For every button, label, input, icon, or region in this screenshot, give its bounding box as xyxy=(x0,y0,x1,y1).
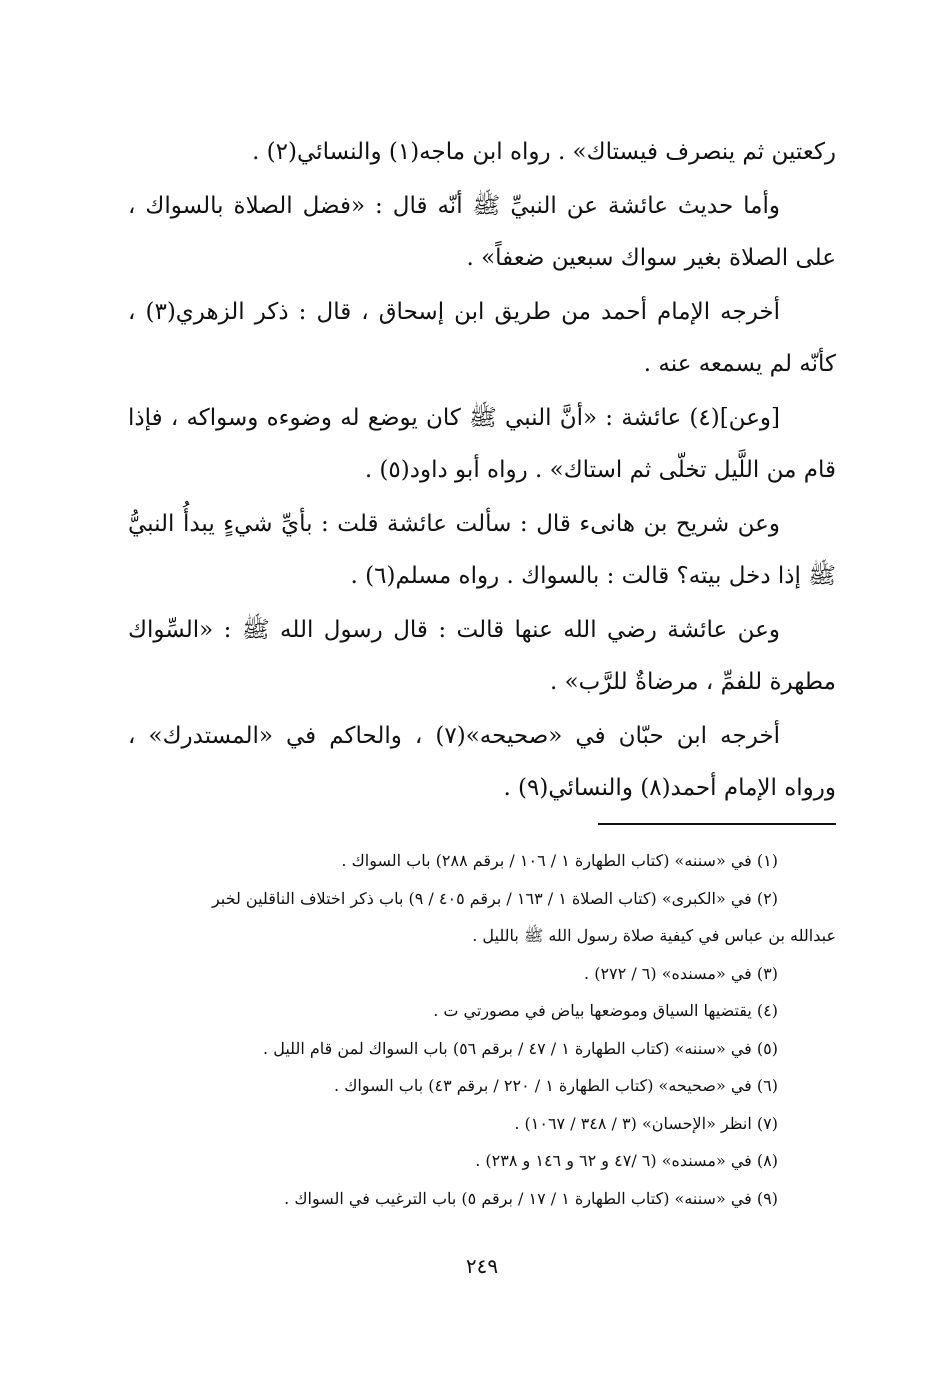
footnotes xyxy=(128,842,836,1217)
footnote-5: (٥) في «سننه» (كتاب الطهارة ١ / ٤٧ / برقم ٥٦) باب السواك لمن قام الليل . xyxy=(263,1038,778,1058)
main-text-body xyxy=(128,126,836,814)
footnote-2-continued: عبدالله بن عباس في كيفية صلاة رسول الله ﷺ بالليل . xyxy=(472,926,836,945)
footnote-9: (٩) في «سننه» (كتاب الطهارة ١ / ١٧ / برقم ٥) باب الترغيب في السواك . xyxy=(284,1188,778,1208)
paragraph-5: وعن شريح بن هانىء قال : سألت عائشة قلت : بأيِّ شيءٍ يبدأُ النبيُّ ﷺ إذا دخل بيته؟ قالت : بالسواك . رواه مسلم(٦) . xyxy=(128,511,836,589)
footnote-6: (٦) في «صحيحه» (كتاب الطهارة ١ / ٢٢٠ / برقم ٤٣) باب السواك . xyxy=(334,1076,778,1095)
footnote-1: (١) في «سننه» (كتاب الطهارة ١ / ١٠٦ / برقم ٢٨٨) باب السواك . xyxy=(341,851,778,870)
paragraph-2: وأما حديث عائشة عن النبيِّ ﷺ أنّه قال : «فضل الصلاة بالسواك ، على الصلاة بغير سواك سبعين ضعفاً» . xyxy=(128,193,836,271)
footnote-8: (٨) في «مسنده» (٦ /٤٧ و ٦٢ و ١٤٦ و ٢٣٨) . xyxy=(475,1151,778,1170)
page-number: ٢٤٩ xyxy=(465,1254,499,1278)
footnote-7: (٧) انظر «الإحسان» (٣ / ٣٤٨ / ١٠٦٧) . xyxy=(514,1113,778,1133)
paragraph-1: ركعتين ثم ينصرف فيستاك» . رواه ابن ماجه(١) والنسائي(٢) . xyxy=(252,139,836,165)
book-page xyxy=(128,0,836,1394)
footnote-3: (٣) في «مسنده» (٦ / ٢٧٢) . xyxy=(584,963,778,983)
paragraph-7: أخرجه ابن حبّان في «صحيحه»(٧) ، والحاكم في «المستدرك» ، ورواه الإمام أحمد(٨) والنسائي(٩) . xyxy=(128,723,836,801)
paragraph-4: [وعن](٤) عائشة : «أنَّ النبي ﷺ كان يوضع له وضوءه وسواكه ، فإذا قام من اللَّيل تخلّى ثم استاك» . رواه أبو داود(٥) . xyxy=(128,405,836,483)
footnote-2: (٢) في «الكبرى» (كتاب الصلاة ١ / ١٦٣ / برقم ٤٠٥ / ٩) باب ذكر اختلاف الناقلين لخبر xyxy=(211,888,778,908)
footnote-4: (٤) يقتضيها السياق وموضعها بياض في مصورتي ت . xyxy=(433,1001,778,1020)
paragraph-6: وعن عائشة رضي الله عنها قالت : قال رسول الله ﷺ : «السِّواك مطهرة للفمِّ ، مرضاةٌ للرَّب» . xyxy=(128,617,836,695)
paragraph-3: أخرجه الإمام أحمد من طريق ابن إسحاق ، قال : ذكر الزهري(٣) ، كأنّه لم يسمعه عنه . xyxy=(128,299,836,377)
footnote-divider xyxy=(598,823,836,825)
